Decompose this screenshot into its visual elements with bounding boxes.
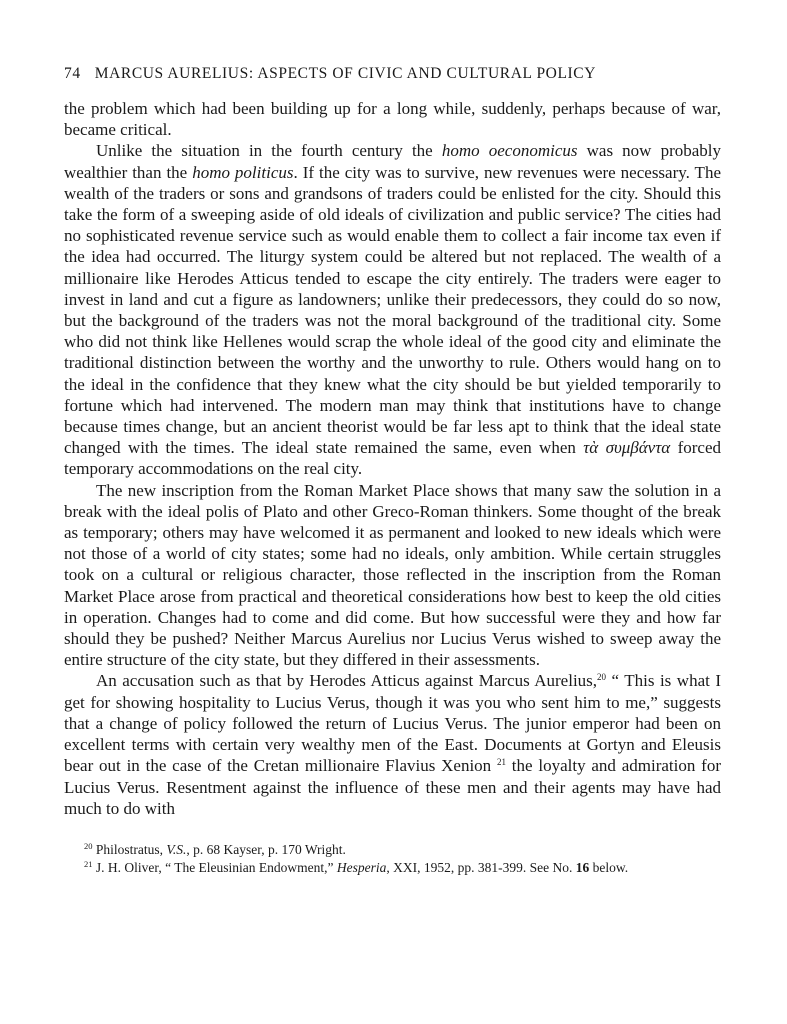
paragraph: the problem which had been building up for a long while, suddenly, perhaps because of war, became critical. bbox=[64, 99, 721, 140]
footnotes bbox=[64, 841, 721, 877]
footnote-text: , p. 68 Kayser, p. 170 Wright. bbox=[186, 841, 346, 857]
text-run: was now probably wealthier than the bbox=[64, 141, 722, 182]
footnote-number: 20 bbox=[84, 840, 93, 851]
footnote-text: J. H. Oliver, “ The Eleusinian Endowment,” bbox=[92, 859, 337, 875]
running-head bbox=[64, 64, 721, 84]
footnote-ref: 21 bbox=[496, 757, 506, 768]
running-title: MARCUS AURELIUS: ASPECTS OF CIVIC AND CULTURAL POLICY bbox=[94, 65, 597, 82]
footnote-text: below. bbox=[589, 859, 629, 875]
text-run: the loyalty and admiration for Lucius Verus. Resentment against the influence of these men and their agents may have had much to do with bbox=[64, 756, 721, 818]
paragraph bbox=[64, 670, 721, 818]
footnote bbox=[64, 841, 721, 859]
footnote-number: 21 bbox=[84, 858, 93, 869]
footnote-text: Philostratus, bbox=[92, 841, 167, 857]
text-run: forced temporary accommodations on the real city. bbox=[64, 438, 721, 479]
paragraph: The new inscription from the Roman Market Place shows that many saw the solution in a break with the ideal polis of Plato and other Greco-Roman thinkers. Some thought of the break as temporary; others may have welcomed it as permanent and looked to new ideals which were not those of a world of city states; some had no ideals, only ambition. While certain struggles took on a cultural or religious character, those reflected in the inscription from the Roman Market Place arose from practical and theoretical considerations how best to keep the old cities in operation. Changes had to come and did come. But how successful were they and how far should they be pushed? Neither Marcus Aurelius nor Lucius Verus wished to sweep away the entire structure of the city state, but they differed in their assessments. bbox=[64, 480, 721, 670]
text-run: . If the city was to survive, new revenues were necessary. The wealth of the traders or sons and grandsons of traders could be enlisted for the city. Should this take the form of a sweeping aside of old ideals of civilization and public service? The cities had no sophisticated revenue service such as would enable them to collect a fair income tax even if the idea had occurred. The liturgy system could be altered but not replaced. The wealth of a millionaire like Herodes Atticus tended to escape the city entirely. The traders were eager to invest in land and cut a figure as landowners; unlike their predecessors, they could do so now, but the background of the traders was not the moral background of the traditional city. Some who did not think like Hellenes would scrap the whole ideal of the good city and eliminate the traditional distinction between the worthy and the unworthy to rule. Others would hang on to the ideal in the confidence that they knew what the city should be but yielded temporarily to fortune which had intervened. The modern man may think that institutions have to change because times change, but an ancient theorist would be far less apt to think that the ideal state changed with the times. The ideal state remained the same, even when bbox=[64, 162, 721, 458]
page-number: 74 bbox=[64, 65, 81, 82]
footnote-italic: V.S. bbox=[166, 841, 187, 857]
page bbox=[64, 64, 721, 877]
footnote-bold: 16 bbox=[575, 859, 590, 875]
paragraph bbox=[64, 140, 721, 479]
footnote-text: , XXI, 1952, pp. 381-399. See No. bbox=[386, 859, 576, 875]
text-run: An accusation such as that by Herodes Atticus against Marcus Aurelius, bbox=[96, 671, 598, 691]
footnote-italic: Hesperia bbox=[336, 859, 387, 875]
text-run: Unlike the situation in the fourth century the bbox=[96, 141, 442, 161]
greek-phrase: τὰ συμβάντα bbox=[583, 438, 671, 458]
italic-term: homo oeconomicus bbox=[441, 141, 578, 161]
text-run: “ This is what I get for showing hospitality to Lucius Verus, though it was you who sent him to me,” suggests that a change of policy followed the return of Lucius Verus. The junior emperor had been on excellent terms with certain very wealthy men of the East. Documents at Gortyn and Eleusis bear out in the case of the Cretan millionaire Flavius Xenion bbox=[64, 671, 721, 776]
footnote-ref: 20 bbox=[597, 672, 607, 683]
body-text bbox=[64, 98, 721, 819]
italic-term: homo politicus bbox=[192, 162, 294, 182]
footnote bbox=[64, 859, 721, 877]
